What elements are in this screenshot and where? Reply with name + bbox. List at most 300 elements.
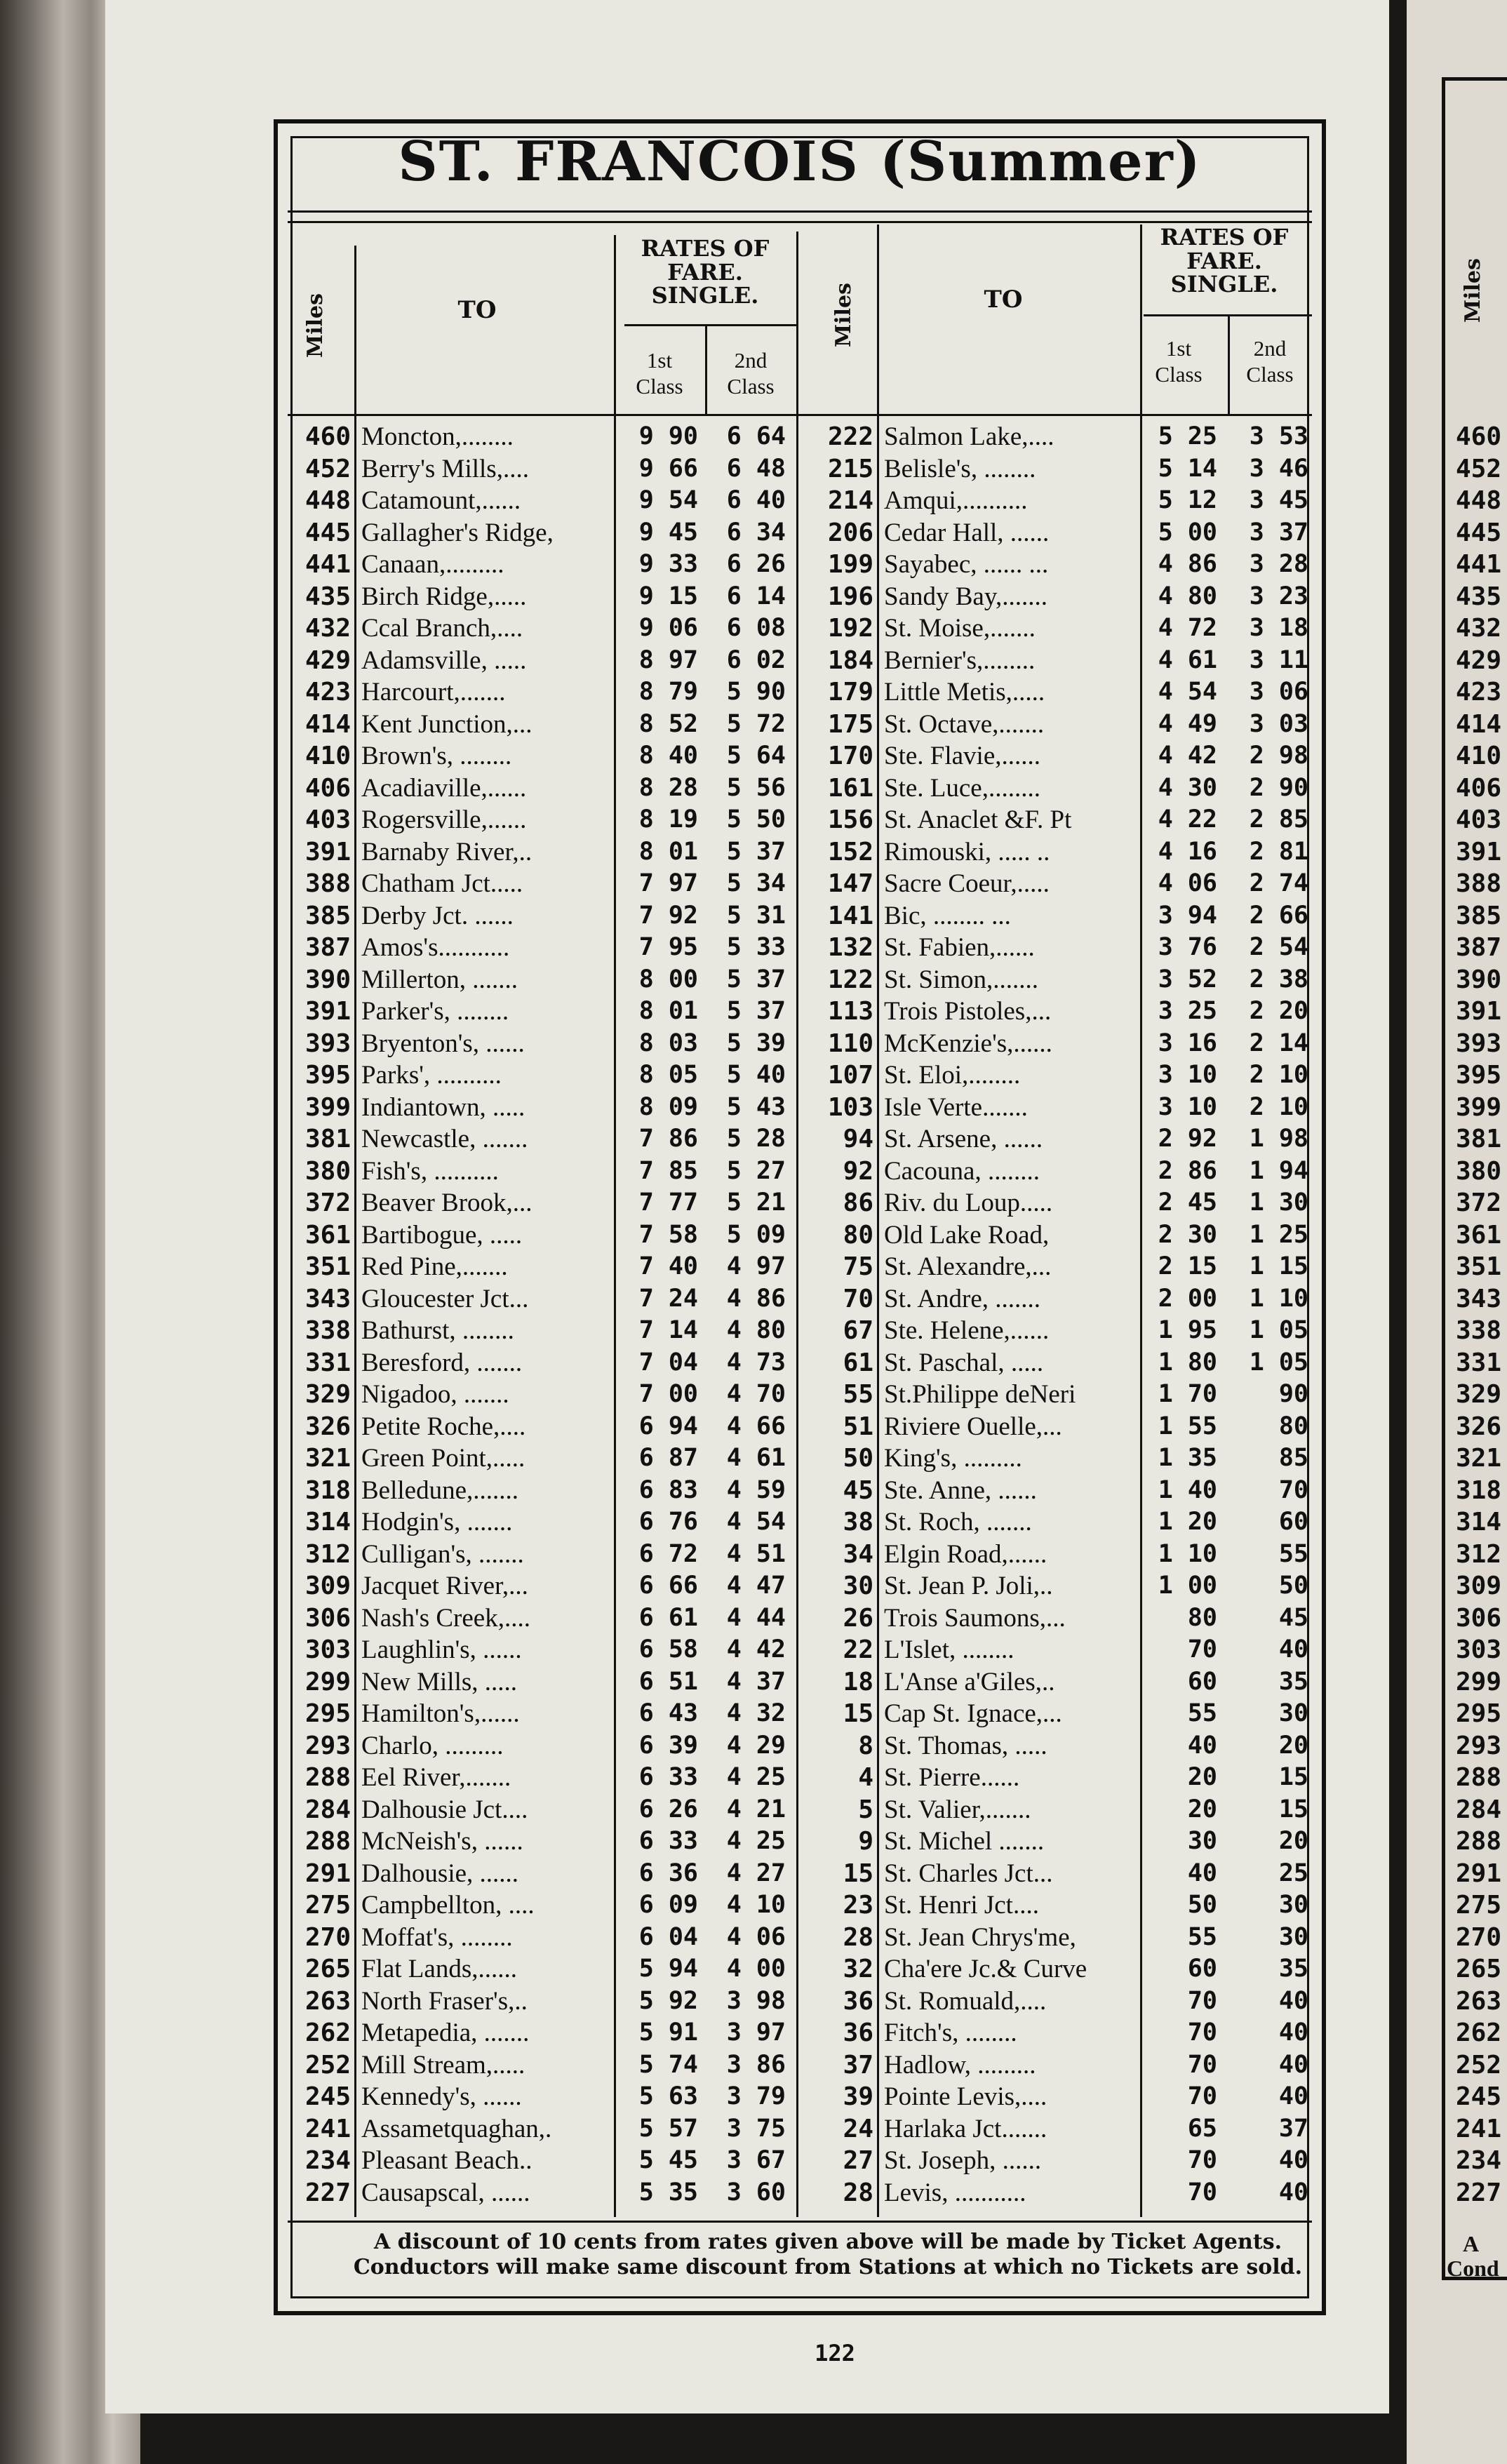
second-class-fare: 4 97 bbox=[726, 1252, 786, 1280]
second-class-fare: 2 90 bbox=[1249, 773, 1308, 802]
first-class-fare: 4 49 bbox=[1158, 709, 1217, 738]
miles-cell: 387 bbox=[304, 933, 351, 962]
station-name: Moncton,........ bbox=[361, 422, 514, 451]
next-page-miles-value: 314 bbox=[1456, 1508, 1502, 1536]
miles-cell: 303 bbox=[304, 1635, 351, 1664]
first-class-fare: 40 bbox=[1187, 1859, 1217, 1887]
station-name: Campbellton, .... bbox=[361, 1891, 535, 1920]
next-page-miles-value: 241 bbox=[1456, 2114, 1502, 2143]
first-class-fare: 7 77 bbox=[638, 1189, 698, 1217]
to-header-right: TO bbox=[984, 286, 1023, 314]
next-page-miles-value: 385 bbox=[1456, 901, 1502, 930]
station-name: Ccal Branch,.... bbox=[361, 614, 523, 643]
second-class-fare: 4 86 bbox=[726, 1284, 786, 1313]
first-class-fare: 8 09 bbox=[638, 1092, 698, 1121]
second-class-fare: 40 bbox=[1278, 2146, 1308, 2174]
station-name: Ste. Luce,........ bbox=[884, 773, 1040, 803]
station-name: Kent Junction,... bbox=[361, 709, 533, 739]
miles-cell: 329 bbox=[304, 1380, 351, 1409]
first-class-fare: 9 06 bbox=[638, 614, 698, 642]
miles-header-left: Miles bbox=[303, 293, 328, 358]
next-page-footnote-cond: Cond bbox=[1447, 2256, 1499, 2281]
miles-cell: 295 bbox=[304, 1699, 351, 1728]
miles-cell: 34 bbox=[843, 1539, 873, 1569]
first-class-fare: 7 97 bbox=[638, 869, 698, 897]
first-class-fare: 1 10 bbox=[1158, 1539, 1217, 1568]
first-class-fare: 6 51 bbox=[638, 1667, 698, 1696]
miles-cell: 45 bbox=[843, 1475, 873, 1505]
second-class-fare: 3 75 bbox=[726, 2114, 786, 2143]
second-class-fare: 6 40 bbox=[726, 486, 786, 514]
next-page-miles-value: 293 bbox=[1456, 1731, 1502, 1760]
right-table-row bbox=[0, 1986, 1507, 2018]
first-class-fare: 7 95 bbox=[638, 933, 698, 961]
station-name: Laughlin's, ...... bbox=[361, 1635, 522, 1664]
first-class-fare: 7 24 bbox=[638, 1284, 698, 1313]
miles-cell: 338 bbox=[304, 1316, 351, 1345]
next-page-miles-value: 270 bbox=[1456, 1922, 1502, 1952]
station-name: Chatham Jct..... bbox=[361, 869, 523, 898]
second-class-fare: 4 25 bbox=[726, 1763, 786, 1791]
miles-cell: 388 bbox=[304, 869, 351, 898]
first-class-fare: 8 40 bbox=[638, 742, 698, 770]
miles-cell: 18 bbox=[843, 1667, 873, 1696]
second-class-fare: 4 21 bbox=[726, 1795, 786, 1823]
station-name: Bartibogue, ..... bbox=[361, 1220, 523, 1250]
next-page-miles-value: 312 bbox=[1456, 1539, 1502, 1569]
miles-cell: 107 bbox=[827, 1061, 873, 1090]
first-class-fare: 6 94 bbox=[638, 1412, 698, 1440]
second-class-fare: 3 86 bbox=[726, 2050, 786, 2079]
next-page-miles-value: 263 bbox=[1456, 1986, 1502, 2016]
first-class-fare: 9 66 bbox=[638, 454, 698, 483]
miles-cell: 403 bbox=[304, 805, 351, 834]
first-class-fare: 6 66 bbox=[638, 1572, 698, 1600]
right-table-row bbox=[0, 2081, 1507, 2113]
right-table-row bbox=[0, 645, 1507, 677]
station-name: Catamount,...... bbox=[361, 486, 521, 515]
next-page-miles-value: 303 bbox=[1456, 1635, 1502, 1664]
miles-cell: 452 bbox=[304, 454, 351, 483]
miles-cell: 196 bbox=[827, 582, 873, 611]
right-table-row bbox=[0, 772, 1507, 805]
right-table-row bbox=[0, 1570, 1507, 1602]
title-rule-2 bbox=[288, 221, 1312, 223]
station-name: Rogersville,...... bbox=[361, 805, 527, 834]
miles-cell: 318 bbox=[304, 1475, 351, 1505]
second-class-fare: 3 45 bbox=[1249, 486, 1308, 514]
next-page-miles-value: 448 bbox=[1456, 486, 1502, 515]
next-page-miles-value: 262 bbox=[1456, 2018, 1502, 2047]
first-class-fare: 4 42 bbox=[1158, 742, 1217, 770]
station-name: St. Simon,....... bbox=[884, 965, 1038, 994]
miles-cell: 24 bbox=[843, 2114, 873, 2143]
right-table-row bbox=[0, 1922, 1507, 1954]
station-name: Eel River,....... bbox=[361, 1763, 511, 1792]
station-name: Cap St. Ignace,... bbox=[884, 1699, 1062, 1728]
second-class-fare: 5 43 bbox=[726, 1092, 786, 1121]
next-page-miles-value: 291 bbox=[1456, 1859, 1502, 1888]
station-name: New Mills, ..... bbox=[361, 1667, 517, 1696]
second-class-fare: 30 bbox=[1278, 1922, 1308, 1951]
second-class-fare: 80 bbox=[1278, 1412, 1308, 1440]
right-table-row bbox=[0, 1442, 1507, 1475]
station-name: Millerton, ....... bbox=[361, 965, 518, 994]
right-table-row bbox=[0, 1858, 1507, 1890]
second-class-fare: 5 72 bbox=[726, 709, 786, 738]
miles-cell: 399 bbox=[304, 1092, 351, 1122]
second-class-fare: 3 46 bbox=[1249, 454, 1308, 483]
miles-cell: 22 bbox=[843, 1635, 873, 1664]
first-class-fare: 6 87 bbox=[638, 1444, 698, 1472]
first-class-fare: 3 94 bbox=[1158, 901, 1217, 930]
second-class-fare: 4 32 bbox=[726, 1699, 786, 1727]
next-page-miles-value: 452 bbox=[1456, 454, 1502, 483]
station-name: St.Philippe deNeri bbox=[884, 1380, 1076, 1409]
second-class-fare: 5 37 bbox=[726, 965, 786, 993]
next-page-miles-value: 390 bbox=[1456, 965, 1502, 994]
station-name: Old Lake Road, bbox=[884, 1220, 1050, 1250]
station-name: Trois Pistoles,... bbox=[884, 997, 1052, 1026]
first-class-fare: 70 bbox=[1187, 2178, 1217, 2207]
first-class-fare: 6 76 bbox=[638, 1508, 698, 1536]
second-class-fare: 3 23 bbox=[1249, 582, 1308, 610]
next-page-miles-value: 429 bbox=[1456, 645, 1502, 675]
miles-cell: 393 bbox=[304, 1029, 351, 1058]
title-rule bbox=[288, 210, 1312, 213]
next-page-miles-value: 288 bbox=[1456, 1827, 1502, 1856]
first-class-fare: 20 bbox=[1187, 1763, 1217, 1791]
second-class-fare: 40 bbox=[1278, 2018, 1308, 2047]
second-class-fare: 20 bbox=[1278, 1731, 1308, 1760]
miles-cell: 299 bbox=[304, 1667, 351, 1696]
next-page-miles-value: 318 bbox=[1456, 1475, 1502, 1505]
right-table-row bbox=[0, 836, 1507, 869]
miles-cell: 55 bbox=[843, 1380, 873, 1409]
station-name: Beaver Brook,... bbox=[361, 1189, 533, 1217]
second-class-fare: 5 09 bbox=[726, 1220, 786, 1249]
miles-cell: 156 bbox=[827, 805, 873, 834]
first-class-fare: 5 94 bbox=[638, 1955, 698, 1983]
second-class-fare: 6 08 bbox=[726, 614, 786, 642]
right-table-row bbox=[0, 1219, 1507, 1252]
next-page-miles-value: 399 bbox=[1456, 1092, 1502, 1122]
next-page-miles-value: 351 bbox=[1456, 1252, 1502, 1281]
station-name: L'Islet, ........ bbox=[884, 1635, 1014, 1664]
first-class-fare: 3 76 bbox=[1158, 933, 1217, 961]
station-name: St. Henri Jct.... bbox=[884, 1891, 1039, 1920]
station-name: Sayabec, ...... ... bbox=[884, 550, 1049, 579]
first-class-fare: 5 74 bbox=[638, 2050, 698, 2079]
second-class-fare: 4 80 bbox=[726, 1316, 786, 1344]
second-class-fare: 40 bbox=[1278, 1635, 1308, 1663]
miles-cell: 51 bbox=[843, 1412, 873, 1441]
first-class-fare: 6 33 bbox=[638, 1827, 698, 1855]
first-class-fare: 9 45 bbox=[638, 518, 698, 547]
first-class-fare: 8 01 bbox=[638, 837, 698, 866]
station-name: Pleasant Beach.. bbox=[361, 2146, 533, 2175]
second-class-fare: 40 bbox=[1278, 1986, 1308, 2015]
next-page-miles-value: 265 bbox=[1456, 1955, 1502, 1983]
miles-cell: 321 bbox=[304, 1444, 351, 1473]
second-class-fare: 3 06 bbox=[1249, 678, 1308, 706]
second-class-fare: 2 14 bbox=[1249, 1029, 1308, 1057]
station-name: Adamsville, ..... bbox=[361, 645, 527, 675]
station-name: Assametquaghan,. bbox=[361, 2114, 552, 2143]
miles-cell: 227 bbox=[304, 2178, 351, 2207]
next-page-miles-value: 234 bbox=[1456, 2146, 1502, 2175]
next-page-miles-value: 395 bbox=[1456, 1061, 1502, 1090]
station-name: St. Jean P. Joli,.. bbox=[884, 1572, 1053, 1600]
first-class-fare: 6 58 bbox=[638, 1635, 698, 1663]
first-class-fare: 8 00 bbox=[638, 965, 698, 993]
miles-cell: 214 bbox=[827, 486, 873, 515]
station-name: Nigadoo, ....... bbox=[361, 1380, 509, 1409]
right-table-row bbox=[0, 1411, 1507, 1443]
second-class-fare: 2 98 bbox=[1249, 742, 1308, 770]
station-name: Charlo, ......... bbox=[361, 1731, 504, 1760]
first-class-fare: 6 36 bbox=[638, 1859, 698, 1887]
first-class-fare: 8 19 bbox=[638, 805, 698, 833]
next-page-miles-header: Miles bbox=[1461, 258, 1485, 323]
station-name: Bic, ........ ... bbox=[884, 901, 1011, 930]
miles-cell: 161 bbox=[827, 773, 873, 803]
station-name: McNeish's, ...... bbox=[361, 1827, 523, 1856]
first-class-fare: 6 61 bbox=[638, 1603, 698, 1632]
second-class-fare: 2 66 bbox=[1249, 901, 1308, 930]
second-class-fare: 2 54 bbox=[1249, 933, 1308, 961]
first-class-fare: 70 bbox=[1187, 1635, 1217, 1663]
first-class-fare: 9 54 bbox=[638, 486, 698, 514]
right-table-row bbox=[0, 1953, 1507, 1986]
right-table-row bbox=[0, 709, 1507, 741]
miles-cell: 15 bbox=[843, 1699, 873, 1728]
next-page-miles-value: 381 bbox=[1456, 1125, 1502, 1153]
station-name: Dalhousie, ...... bbox=[361, 1859, 519, 1888]
first-class-fare: 4 80 bbox=[1158, 582, 1217, 610]
miles-cell: 252 bbox=[304, 2050, 351, 2080]
station-name: Gloucester Jct... bbox=[361, 1284, 529, 1313]
first-class-fare: 70 bbox=[1187, 2018, 1217, 2047]
station-name: St. Eloi,........ bbox=[884, 1061, 1021, 1090]
miles-cell: 312 bbox=[304, 1539, 351, 1569]
first-class-fare: 3 25 bbox=[1158, 997, 1217, 1025]
station-name: St. Alexandre,... bbox=[884, 1252, 1052, 1281]
next-page-miles-value: 299 bbox=[1456, 1667, 1502, 1696]
first-class-fare: 70 bbox=[1187, 2146, 1217, 2174]
station-name: Little Metis,..... bbox=[884, 678, 1045, 707]
station-name: Birch Ridge,..... bbox=[361, 582, 527, 611]
first-class-fare: 4 16 bbox=[1158, 837, 1217, 866]
second-class-fare: 3 03 bbox=[1249, 709, 1308, 738]
miles-cell: 262 bbox=[304, 2018, 351, 2047]
miles-cell: 27 bbox=[843, 2146, 873, 2175]
second-class-fare: 4 42 bbox=[726, 1635, 786, 1663]
miles-cell: 36 bbox=[843, 2018, 873, 2047]
right-table-row bbox=[0, 1475, 1507, 1507]
miles-cell: 26 bbox=[843, 1603, 873, 1633]
second-class-fare: 3 97 bbox=[726, 2018, 786, 2047]
second-class-fare: 1 15 bbox=[1249, 1252, 1308, 1280]
station-name: St. Anaclet &F. Pt bbox=[884, 805, 1072, 834]
second-class-fare: 5 40 bbox=[726, 1061, 786, 1089]
first-class-fare: 1 80 bbox=[1158, 1348, 1217, 1377]
miles-cell: 448 bbox=[304, 486, 351, 515]
second-class-fare: 6 34 bbox=[726, 518, 786, 547]
second-class-fare: 37 bbox=[1278, 2114, 1308, 2143]
next-page-miles-value: 338 bbox=[1456, 1316, 1502, 1345]
right-table-row bbox=[0, 485, 1507, 517]
station-name: Fitch's, ........ bbox=[884, 2018, 1017, 2047]
first-class-fare: 70 bbox=[1187, 2082, 1217, 2110]
second-class-fare: 4 10 bbox=[726, 1891, 786, 1919]
second-class-fare: 4 47 bbox=[726, 1572, 786, 1600]
next-page-miles-value: 326 bbox=[1456, 1412, 1502, 1441]
second-class-fare: 5 50 bbox=[726, 805, 786, 833]
station-name: Canaan,......... bbox=[361, 550, 504, 579]
miles-cell: 343 bbox=[304, 1284, 351, 1313]
second-class-fare: 5 37 bbox=[726, 837, 786, 866]
first-class-fare: 30 bbox=[1187, 1827, 1217, 1855]
miles-cell: 288 bbox=[304, 1827, 351, 1856]
rates-header-right: RATES OF FARE. SINGLE. bbox=[1160, 224, 1289, 298]
miles-cell: 306 bbox=[304, 1603, 351, 1633]
first-class-fare: 7 00 bbox=[638, 1380, 698, 1408]
station-name: Belisle's, ........ bbox=[884, 454, 1036, 483]
right-table-row bbox=[0, 868, 1507, 900]
second-class-fare: 4 61 bbox=[726, 1444, 786, 1472]
station-name: Harlaka Jct....... bbox=[884, 2114, 1047, 2143]
miles-cell: 284 bbox=[304, 1795, 351, 1824]
right-table-row bbox=[0, 1666, 1507, 1699]
first-class-fare: 2 00 bbox=[1158, 1284, 1217, 1313]
first-class-fare: 6 04 bbox=[638, 1922, 698, 1951]
second-class-fare: 5 90 bbox=[726, 678, 786, 706]
next-page-miles-value: 252 bbox=[1456, 2050, 1502, 2080]
right-table-row bbox=[0, 1187, 1507, 1219]
second-class-fare: 1 30 bbox=[1249, 1189, 1308, 1217]
second-class-fare: 5 64 bbox=[726, 742, 786, 770]
miles-cell: 288 bbox=[304, 1763, 351, 1792]
second-class-fare: 4 73 bbox=[726, 1348, 786, 1377]
first-class-fare: 60 bbox=[1187, 1955, 1217, 1983]
station-name: Belledune,....... bbox=[361, 1475, 519, 1505]
next-page-miles-value: 309 bbox=[1456, 1572, 1502, 1600]
first-class-fare: 7 92 bbox=[638, 901, 698, 930]
miles-cell: 9 bbox=[858, 1827, 873, 1856]
station-name: Bathurst, ........ bbox=[361, 1316, 514, 1345]
page-title: ST. FRANCOIS (Summer) bbox=[398, 130, 1202, 194]
miles-cell: 122 bbox=[827, 965, 873, 994]
station-name: Fish's, .......... bbox=[361, 1156, 499, 1186]
first-class-fare: 8 28 bbox=[638, 773, 698, 802]
next-page-miles-value: 245 bbox=[1456, 2082, 1502, 2111]
second-class-fare: 4 37 bbox=[726, 1667, 786, 1696]
miles-cell: 395 bbox=[304, 1061, 351, 1090]
station-name: Bryenton's, ...... bbox=[361, 1029, 525, 1058]
to-header-left: TO bbox=[457, 296, 497, 324]
station-name: L'Anse a'Giles,.. bbox=[884, 1667, 1055, 1696]
first-class-fare: 5 12 bbox=[1158, 486, 1217, 514]
station-name: St. Thomas, ..... bbox=[884, 1731, 1047, 1760]
next-page-miles-value: 372 bbox=[1456, 1189, 1502, 1217]
miles-cell: 103 bbox=[827, 1092, 873, 1122]
first-class-fare: 8 03 bbox=[638, 1029, 698, 1057]
second-class-fare: 6 14 bbox=[726, 582, 786, 610]
station-name: Kennedy's, ...... bbox=[361, 2082, 522, 2111]
next-page-miles-value: 414 bbox=[1456, 709, 1502, 739]
next-page-miles-value: 391 bbox=[1456, 997, 1502, 1026]
next-page-miles-value: 306 bbox=[1456, 1603, 1502, 1633]
right-table-row bbox=[0, 1762, 1507, 1794]
first-class-fare: 4 54 bbox=[1158, 678, 1217, 706]
second-class-fare: 1 05 bbox=[1249, 1316, 1308, 1344]
first-class-fare: 6 33 bbox=[638, 1763, 698, 1791]
station-name: Petite Roche,.... bbox=[361, 1412, 526, 1441]
first-class-fare: 70 bbox=[1187, 2050, 1217, 2079]
second-class-fare: 40 bbox=[1278, 2178, 1308, 2207]
miles-cell: 86 bbox=[843, 1189, 873, 1217]
station-name: McKenzie's,...... bbox=[884, 1029, 1052, 1058]
first-class-fare: 7 58 bbox=[638, 1220, 698, 1249]
divider-left-class bbox=[705, 326, 707, 414]
second-class-fare: 1 10 bbox=[1249, 1284, 1308, 1313]
second-class-fare: 3 11 bbox=[1249, 645, 1308, 674]
next-page-miles-value: 387 bbox=[1456, 933, 1502, 962]
miles-cell: 192 bbox=[827, 614, 873, 643]
miles-cell: 39 bbox=[843, 2082, 873, 2111]
first-class-fare: 5 25 bbox=[1158, 422, 1217, 450]
first-class-fare: 3 10 bbox=[1158, 1061, 1217, 1089]
station-name: St. Pierre...... bbox=[884, 1763, 1020, 1792]
first-class-fare: 1 00 bbox=[1158, 1572, 1217, 1600]
right-table-row bbox=[0, 421, 1507, 453]
first-class-fare: 8 01 bbox=[638, 997, 698, 1025]
miles-cell: 406 bbox=[304, 773, 351, 803]
station-name: Newcastle, ....... bbox=[361, 1125, 528, 1153]
first-class-fare: 2 86 bbox=[1158, 1156, 1217, 1185]
station-name: St. Charles Jct... bbox=[884, 1859, 1053, 1888]
first-class-fare: 5 57 bbox=[638, 2114, 698, 2143]
first-class-fare: 5 00 bbox=[1158, 518, 1217, 547]
second-class-fare: 1 25 bbox=[1249, 1220, 1308, 1249]
station-name: Elgin Road,...... bbox=[884, 1539, 1047, 1569]
miles-cell: 5 bbox=[858, 1795, 873, 1824]
station-name: Moffat's, ........ bbox=[361, 1922, 513, 1952]
second-class-fare: 2 85 bbox=[1249, 805, 1308, 833]
first-class-fare: 6 72 bbox=[638, 1539, 698, 1568]
next-page-miles-value: 406 bbox=[1456, 773, 1502, 803]
second-class-fare: 4 66 bbox=[726, 1412, 786, 1440]
miles-cell: 152 bbox=[827, 837, 873, 866]
right-table-row bbox=[0, 1602, 1507, 1635]
right-table-row bbox=[0, 804, 1507, 836]
first-class-fare: 4 22 bbox=[1158, 805, 1217, 833]
first-class-fare: 40 bbox=[1187, 1731, 1217, 1760]
second-class-fare: 4 06 bbox=[726, 1922, 786, 1951]
station-name: Isle Verte....... bbox=[884, 1092, 1028, 1122]
station-name: Nash's Creek,.... bbox=[361, 1603, 530, 1633]
first-class-fare: 5 45 bbox=[638, 2146, 698, 2174]
miles-cell: 94 bbox=[843, 1125, 873, 1153]
station-name: Riv. du Loup..... bbox=[884, 1189, 1053, 1217]
station-name: Pointe Levis,.... bbox=[884, 2082, 1047, 2111]
station-name: Red Pine,....... bbox=[361, 1252, 508, 1281]
second-class-fare: 15 bbox=[1278, 1763, 1308, 1791]
miles-cell: 28 bbox=[843, 2178, 873, 2207]
station-name: North Fraser's,.. bbox=[361, 1986, 528, 2016]
miles-cell: 275 bbox=[304, 1891, 351, 1920]
